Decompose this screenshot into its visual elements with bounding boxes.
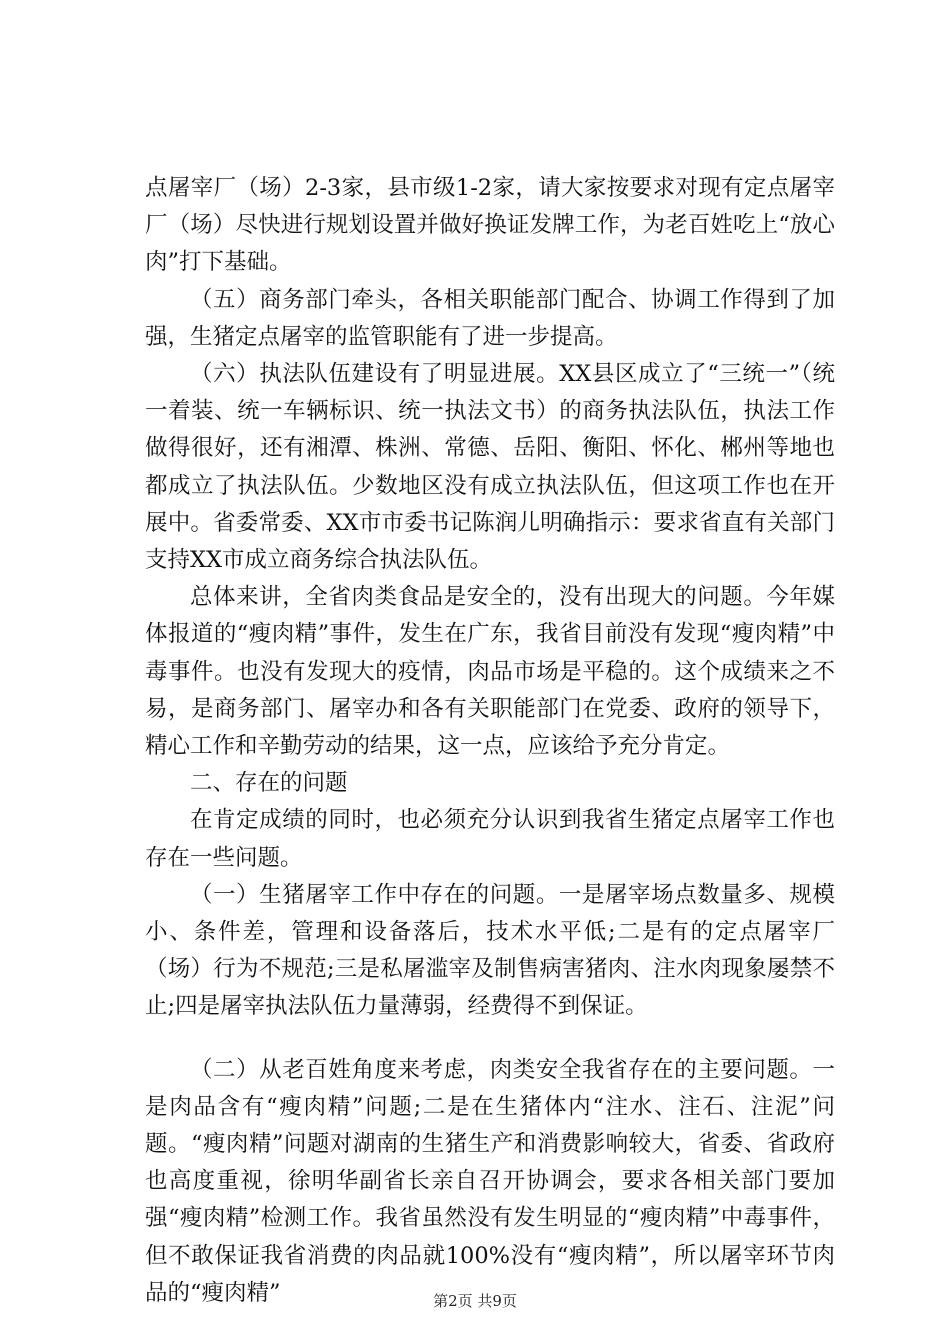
document-body bbox=[145, 170, 835, 1312]
section-heading-problems: 二、存在的问题 bbox=[190, 770, 348, 797]
paragraph-summary: 总体来讲，全省肉类食品是安全的，没有出现大的问题。今年媒体报道的“瘦肉精”事件，发生在广东，我省目前没有发现“瘦肉精”中毒事件。也没有发现大的疫情，肉品市场是平稳的。这个成绩来之不易，是商务部门、屠宰办和各有关职能部门在党委、政府的领导下，精心工作和辛勤劳动的结果，这一点，应该给予充分肯定。 bbox=[145, 584, 835, 760]
paragraph-item-six: （六）执法队伍建设有了明显进展。XX县区成立了“三统一”（统一着装、统一车辆标识、统一执法文书）的商务执法队伍，执法工作做得很好，还有湘潭、株洲、常德、岳阳、衡阳、怀化、郴州等地也都成立了执法队伍。少数地区没有成立执法队伍，但这项工作也在开展中。省委常委、XX市市委书记陈润儿明确指示：要求省直有关部门支持XX市成立商务综合执法队伍。 bbox=[145, 361, 835, 574]
paragraph-item-five: （五）商务部门牵头，各相关职能部门配合、协调工作得到了加强，生猪定点屠宰的监管职能有了进一步提高。 bbox=[145, 286, 835, 350]
page-number-footer: 第2页 共9页 bbox=[433, 1292, 517, 1310]
paragraph-problems-intro: 在肯定成绩的同时，也必须充分认识到我省生猪定点屠宰工作也存在一些问题。 bbox=[145, 807, 835, 871]
paragraph-problem-one: （一）生猪屠宰工作中存在的问题。一是屠宰场点数量多、规模小、条件差，管理和设备落后，技术水平低;二是有的定点屠宰厂（场）行为不规范;三是私屠滥宰及制售病害猪肉、注水肉现象屡禁不止;四是屠宰执法队伍力量薄弱，经费得不到保证。 bbox=[145, 881, 835, 1020]
paragraph-problem-two: （二）从老百姓角度来考虑，肉类安全我省存在的主要问题。一是肉品含有“瘦肉精”问题;二是在生猪体内“注水、注石、注泥”问题。“瘦肉精”问题对湖南的生猪生产和消费影响较大，省委、省政府也高度重视，徐明华副省长亲自召开协调会，要求各相关部门要加强“瘦肉精”检测工作。我省虽然没有发生明显的“瘦肉精”中毒事件，但不敢保证我省消费的肉品就100%没有“瘦肉精”，所以屠宰环节肉品的“瘦肉精” bbox=[145, 1056, 835, 1306]
paragraph-continuation: 点屠宰厂（场）2-3家，县市级1-2家，请大家按要求对现有定点屠宰厂（场）尽快进行规划设置并做好换证发牌工作，为老百姓吃上“放心肉”打下基础。 bbox=[145, 175, 835, 276]
